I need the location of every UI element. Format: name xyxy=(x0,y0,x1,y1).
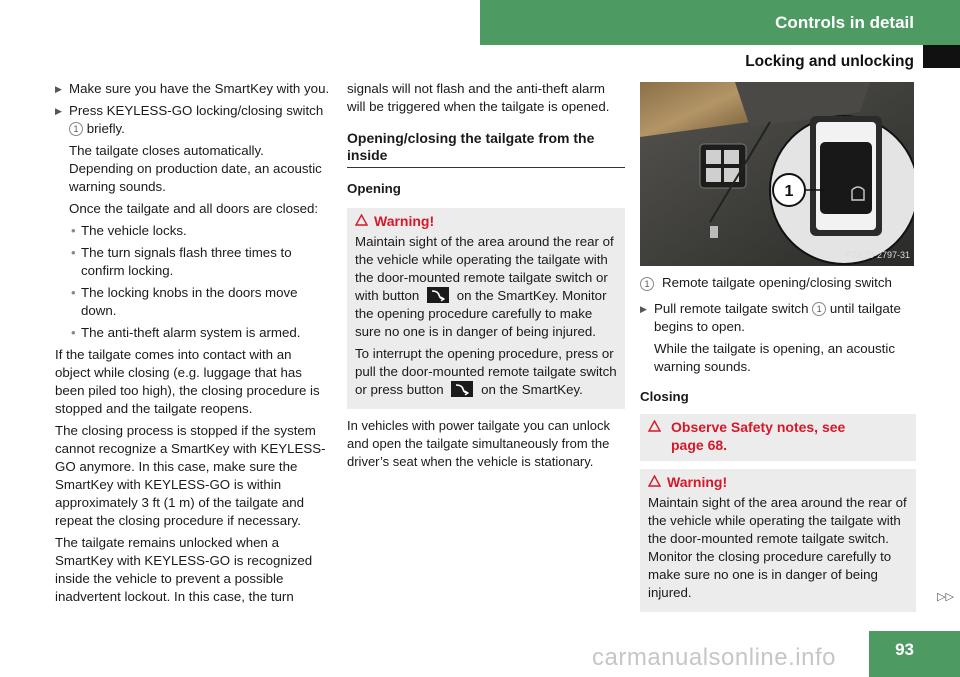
chapter-tab: Controls in detail xyxy=(480,0,960,45)
door-switch-photo xyxy=(640,82,914,266)
paragraph: Once the tailgate and all doors are closed: xyxy=(69,201,319,216)
callout-number: 1 xyxy=(640,277,654,291)
bullet-dot-icon: • xyxy=(71,285,76,300)
list-item: • The turn signals flash three times to confirm locking. xyxy=(71,245,292,278)
bullet-item: ▶ Pull remote tailgate switch 1 until tailgate begins to open. xyxy=(640,301,901,334)
warning-box: Warning! Maintain sight of the area around the rear of the vehicle while operating the tailgate with the door-mounted remote tailgate switch or with button on the SmartKey. Monitor the opening procedure carefully to make sure no one is in danger of being injured. To interrupt the opening procedure, press or pull the door-mounted remote tailgate switch or press button on the SmartKey. xyxy=(347,208,625,409)
watermark: carmanualsonline.info xyxy=(592,644,836,671)
callout-number: 1 xyxy=(812,302,826,316)
column-right xyxy=(640,82,916,620)
subheading-opening: Opening xyxy=(347,181,401,196)
bullet-dot-icon: • xyxy=(71,245,76,260)
paragraph: The tailgate remains unlocked when a SmartKey with KEYLESS-GO is recognized inside the vehicle to prevent a possible inadvertent lockout. In this case, the turn xyxy=(55,535,313,604)
bullet-dot-icon: • xyxy=(71,223,76,238)
paragraph: In vehicles with power tailgate you can unlock and open the tailgate simultaneously from the driver’s seat when the vehicle is stationary. xyxy=(347,418,611,469)
caption: 1 Remote tailgate opening/closing switch xyxy=(640,274,916,292)
tailgate-key-button-icon xyxy=(427,287,449,303)
column-middle xyxy=(347,80,625,475)
warning-box: Warning! Maintain sight of the area around the rear of the vehicle while operating the tailgate with the door-mounted remote tailgate switch. Monitor the closing procedure carefully to make sure no one is in danger of being injured. xyxy=(640,469,916,612)
warning-triangle-icon xyxy=(648,473,661,491)
triangle-right-icon: ▶ xyxy=(55,106,62,116)
column-left xyxy=(55,80,330,610)
subheading-closing: Closing xyxy=(640,389,689,404)
paragraph: While the tailgate is opening, an acoustic warning sounds. xyxy=(654,341,895,374)
triangle-right-icon: ▶ xyxy=(640,304,647,314)
tailgate-key-button-icon xyxy=(451,381,473,397)
photo-id: P72.20-2797-31 xyxy=(845,250,910,260)
header-marker xyxy=(923,45,960,68)
callout-number: 1 xyxy=(69,122,83,136)
warning-triangle-icon xyxy=(355,212,368,230)
section-title: Locking and unlocking xyxy=(745,53,914,70)
list-item: • The locking knobs in the doors move down. xyxy=(71,285,298,318)
safety-notes-link[interactable]: Observe Safety notes, see page 68. xyxy=(671,419,846,453)
section-heading: Opening/closing the tailgate from the inside xyxy=(347,130,625,168)
safety-notes-box xyxy=(640,414,916,461)
paragraph: The closing process is stopped if the system cannot recognize a SmartKey with KEYLESS-GO anymore. In this case, make sure the SmartKey with KEYLESS-GO is within approximately 3 ft (1 m) of the tailgate and repeat the closing procedure if necessary. xyxy=(55,423,326,528)
triangle-right-icon: ▶ xyxy=(55,84,62,94)
bullet-item: ▶ Press KEYLESS-GO locking/closing switch 1 briefly. xyxy=(55,103,324,136)
list-item: • The vehicle locks. xyxy=(71,223,187,238)
warning-title: Warning! xyxy=(667,474,728,490)
paragraph: The tailgate closes automatically. Depending on production date, an acoustic warning sounds. xyxy=(69,143,322,194)
list-item: • The anti-theft alarm system is armed. xyxy=(71,325,301,340)
paragraph: signals will not flash and the anti-theft alarm will be triggered when the tailgate is opened. xyxy=(347,81,610,114)
bullet-item: ▶ Make sure you have the SmartKey with you. xyxy=(55,81,330,96)
photo-callout-label: 1 xyxy=(784,183,794,200)
next-page-marker: ▷▷ xyxy=(937,591,954,603)
bullet-dot-icon: • xyxy=(71,325,76,340)
paragraph: If the tailgate comes into contact with an object while closing (e.g. luggage that has been piled too high), the closing procedure is stopped and the tailgate reopens. xyxy=(55,347,320,416)
warning-title: Warning! xyxy=(374,213,435,229)
warning-triangle-icon xyxy=(648,418,665,454)
page-number: 93 xyxy=(869,631,960,677)
